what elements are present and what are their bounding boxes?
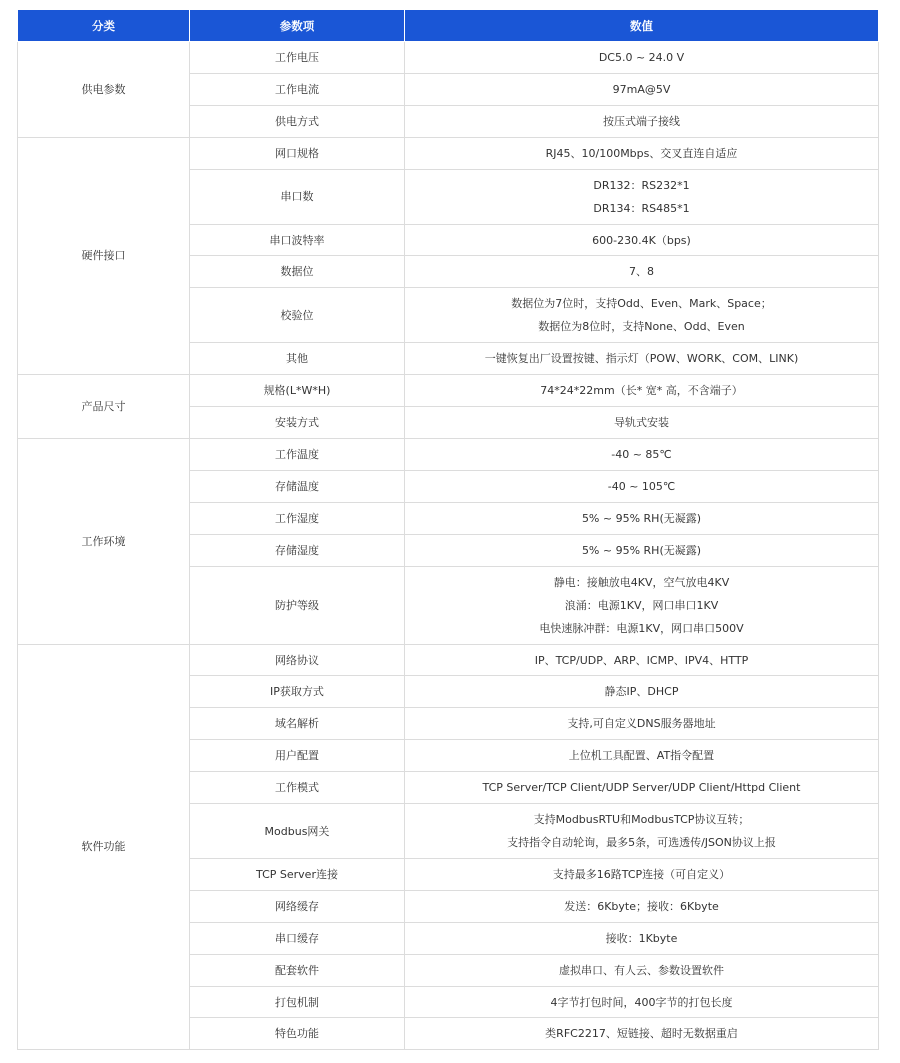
param-value-line: TCP Server/TCP Client/UDP Server/UDP Client/Httpd Client [482,781,801,795]
param-name-cell: 校验位 [190,288,405,343]
param-value-cell [405,676,879,708]
param-value-cell [405,740,879,772]
category-cell: 供电参数 [18,42,190,138]
table-row [18,375,879,407]
param-value-cell [405,224,879,256]
param-value-cell [405,137,879,169]
param-name-cell: 网口规格 [190,137,405,169]
category-cell: 硬件接口 [18,137,190,375]
param-name-cell: 配套软件 [190,954,405,986]
param-value-line: 类RFC2217、短链接、超时无数据重启 [545,1027,738,1041]
header-row [18,10,879,42]
param-value-cell [405,343,879,375]
param-name-cell: 供电方式 [190,105,405,137]
param-value-line: 600-230.4K（bps) [592,233,691,247]
param-value-line: IP、TCP/UDP、ARP、ICMP、IPV4、HTTP [534,653,749,667]
param-value-line: 上位机工具配置、AT指令配置 [568,749,715,763]
param-name-cell: 工作温度 [190,439,405,471]
category-cell: 工作环境 [18,439,190,645]
param-value-line: 7、8 [629,265,654,279]
param-value-line: 数据位为8位时，支持None、Odd、Even [538,320,745,334]
param-value-cell [405,534,879,566]
param-name-cell: 域名解析 [190,708,405,740]
param-name-cell: 串口数 [190,169,405,224]
param-value-cell [405,73,879,105]
spec-table [17,9,879,1050]
param-value-cell [405,986,879,1018]
param-value-line: 4字节打包时间，400字节的打包长度 [550,995,733,1009]
category-cell: 软件功能 [18,644,190,1050]
param-value-cell [405,644,879,676]
param-name-cell: 网络协议 [190,644,405,676]
param-value-cell [405,288,879,343]
param-value-line: 电快速脉冲群：电源1KV，网口串口500V [539,621,744,635]
param-value-line: 支持ModbusRTU和ModbusTCP协议互转； [533,813,750,827]
param-name-cell: 数据位 [190,256,405,288]
param-name-cell: 特色功能 [190,1018,405,1050]
param-name-cell: TCP Server连接 [190,859,405,891]
param-value-line: 导轨式安装 [614,416,669,430]
param-name-cell: 工作湿度 [190,502,405,534]
param-value-cell [405,890,879,922]
param-value-cell [405,105,879,137]
param-value-cell [405,42,879,74]
table-row [18,42,879,74]
param-value-line: 浪涌：电源1KV，网口串口1KV [564,598,719,612]
param-name-cell: 其他 [190,343,405,375]
param-value-cell [405,922,879,954]
param-value-cell [405,375,879,407]
header-value: 数值 [405,10,879,42]
header-category: 分类 [18,10,190,42]
param-value-cell [405,566,879,644]
param-value-cell [405,407,879,439]
param-name-cell: IP获取方式 [190,676,405,708]
param-name-cell: 防护等级 [190,566,405,644]
param-name-cell: 存储湿度 [190,534,405,566]
param-value-cell [405,859,879,891]
param-value-line: 97mA@5V [612,82,671,96]
param-value-line: DC5.0 ~ 24.0 V [598,50,685,64]
param-name-cell: 存储温度 [190,470,405,502]
param-value-line: 按压式端子接线 [603,114,680,128]
spec-body [18,42,879,1050]
param-value-line: DR132：RS232*1 [593,178,690,192]
param-value-cell [405,502,879,534]
param-value-line: 静态IP、DHCP [604,685,679,699]
table-row [18,137,879,169]
param-value-cell [405,772,879,804]
param-name-cell: 工作电流 [190,73,405,105]
param-name-cell: 用户配置 [190,740,405,772]
param-value-line: RJ45、10/100Mbps、交叉直连自适应 [545,146,738,160]
param-value-line: 74*24*22mm（长* 宽* 高，不含端子） [540,384,743,398]
param-name-cell: 规格(L*W*H) [190,375,405,407]
param-value-line: 发送：6Kbyte；接收：6Kbyte [564,899,719,913]
param-name-cell: Modbus网关 [190,804,405,859]
param-value-cell [405,804,879,859]
param-name-cell: 网络缓存 [190,890,405,922]
param-value-line: 支持,可自定义DNS服务器地址 [567,717,716,731]
param-value-line: 一键恢复出厂设置按键、指示灯（POW、WORK、COM、LINK) [484,352,799,366]
param-name-cell: 工作模式 [190,772,405,804]
param-name-cell: 串口波特率 [190,224,405,256]
param-value-line: -40 ~ 85℃ [611,447,672,461]
param-value-cell [405,470,879,502]
category-cell: 产品尺寸 [18,375,190,439]
param-value-cell [405,256,879,288]
param-value-line: 接收：1Kbyte [605,931,678,945]
param-value-line: -40 ~ 105℃ [607,479,676,493]
param-value-line: 数据位为7位时，支持Odd、Even、Mark、Space； [511,297,772,311]
param-value-cell [405,169,879,224]
param-value-line: 5% ~ 95% RH(无凝露) [581,511,702,525]
param-name-cell: 工作电压 [190,42,405,74]
param-name-cell: 串口缓存 [190,922,405,954]
param-value-line: DR134：RS485*1 [593,201,690,215]
param-value-line: 支持指令自动轮询，最多5条，可选透传/JSON协议上报 [507,836,776,850]
param-value-cell [405,439,879,471]
table-row [18,644,879,676]
table-row [18,439,879,471]
param-value-cell [405,1018,879,1050]
param-value-line: 虚拟串口、有人云、参数设置软件 [559,963,724,977]
param-name-cell: 打包机制 [190,986,405,1018]
param-value-line: 静电：接触放电4KV，空气放电4KV [553,575,730,589]
header-param: 参数项 [190,10,405,42]
param-value-cell [405,708,879,740]
param-name-cell: 安装方式 [190,407,405,439]
param-value-cell [405,954,879,986]
param-value-line: 支持最多16路TCP连接（可自定义） [552,867,731,881]
param-value-line: 5% ~ 95% RH(无凝露) [581,543,702,557]
